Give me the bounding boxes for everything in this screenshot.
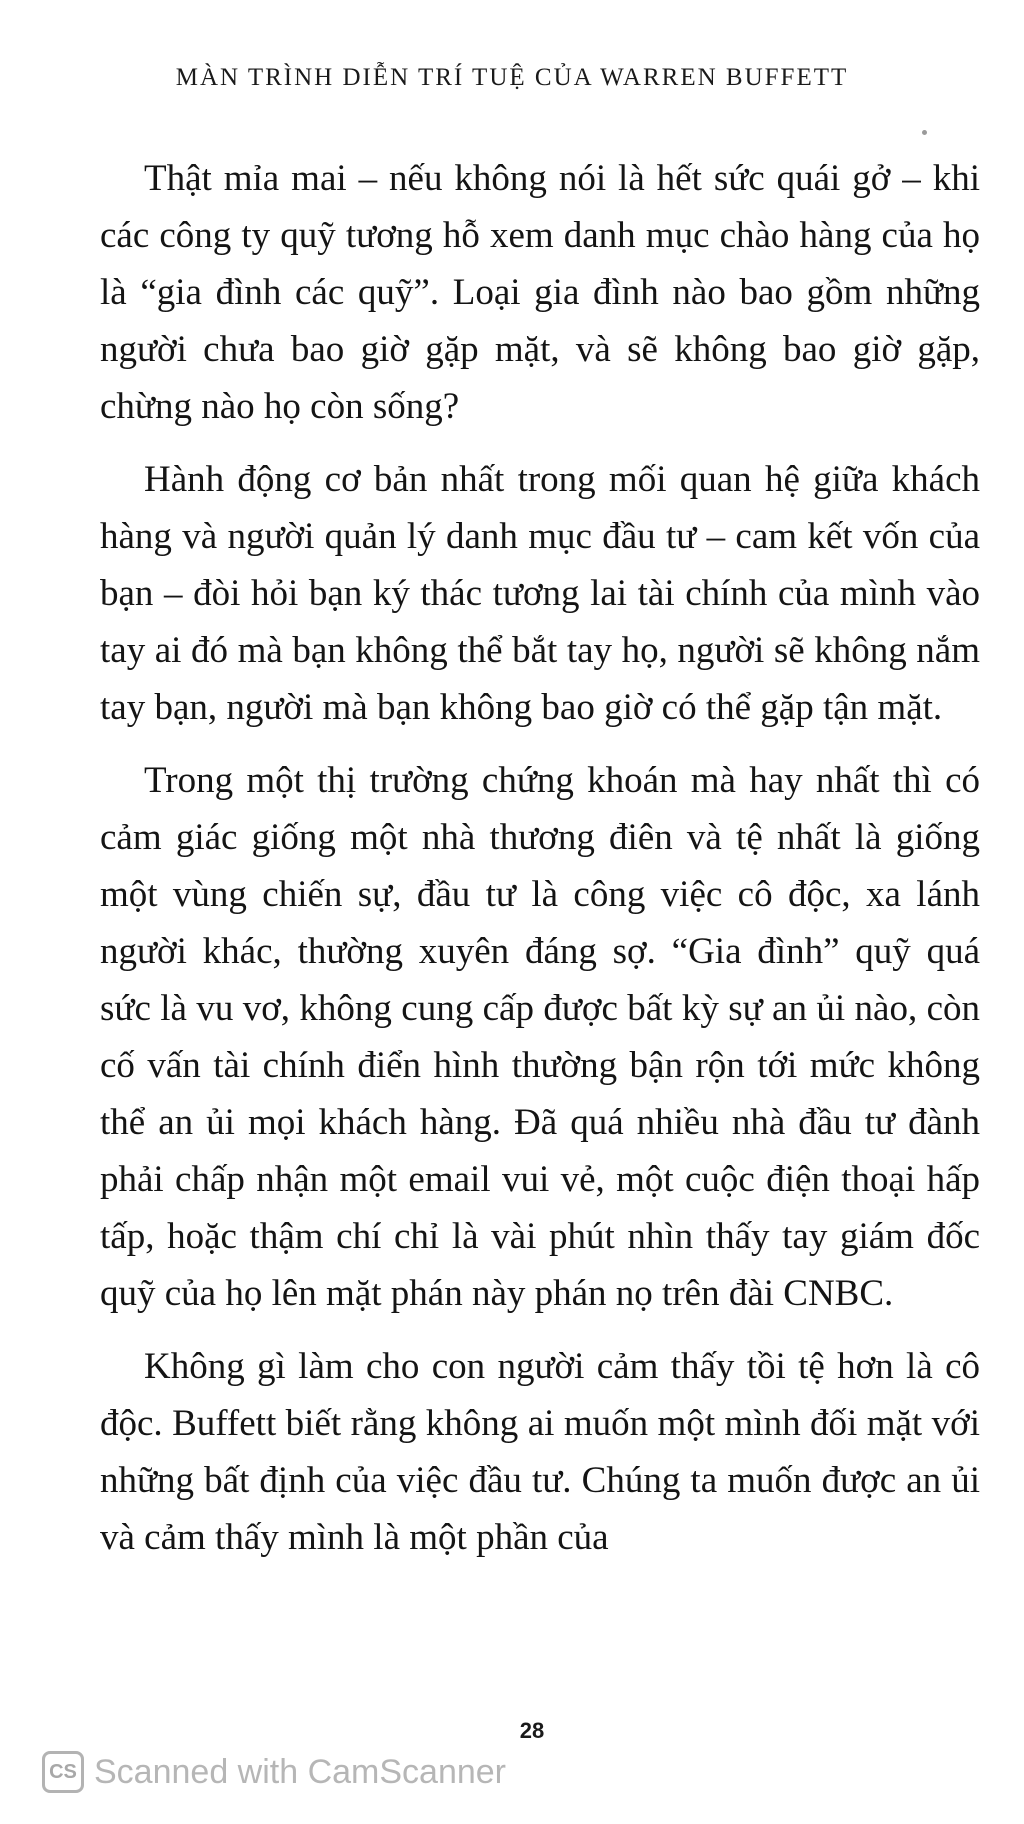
camscanner-watermark — [42, 1747, 506, 1797]
paragraph-2: Hành động cơ bản nhất trong mối quan hệ giữa khách hàng và người quản lý danh mục đầu tư – cam kết vốn của bạn – đòi hỏi bạn ký thác tương lai tài chính của mình vào tay ai đó mà bạn không thể bắt tay họ, người sẽ không nắm tay bạn, người mà bạn không bao giờ có thể gặp tận mặt. — [100, 459, 980, 728]
paragraph-3: Trong một thị trường chứng khoán mà hay nhất thì có cảm giác giống một nhà thương điên và tệ nhất là giống một vùng chiến sự, đầu tư là công việc cô độc, xa lánh người khác, thường xuyên đáng sợ. “Gia đình” quỹ quá sức là vu vơ, không cung cấp được bất kỳ sự an ủi nào, còn cố vấn tài chính điển hình thường bận rộn tới mức không thể an ủi mọi khách hàng. Đã quá nhiều nhà đầu tư đành phải chấp nhận một email vui vẻ, một cuộc điện thoại hấp tấp, hoặc thậm chí chỉ là vài phút nhìn thấy tay giám đốc quỹ của họ lên mặt phán này phán nọ trên đài CNBC. — [100, 760, 980, 1314]
camscanner-logo-icon: CS — [42, 1751, 84, 1793]
paragraph-1: Thật mỉa mai – nếu không nói là hết sức quái gở – khi các công ty quỹ tương hỗ xem danh mục chào hàng của họ là “gia đình các quỹ”. Loại gia đình nào bao gồm những người chưa bao giờ gặp mặt, và sẽ không bao giờ gặp, chừng nào họ còn sống? — [100, 158, 980, 427]
scan-speck — [922, 130, 927, 135]
running-head-title: MÀN TRÌNH DIỄN TRÍ TUỆ CỦA WARREN BUFFETT — [175, 64, 849, 91]
watermark-text: Scanned with CamScanner — [94, 1752, 507, 1791]
paragraph-4: Không gì làm cho con người cảm thấy tồi tệ hơn là cô độc. Buffett biết rằng không ai muốn một mình đối mặt với những bất định của việc đầu tư. Chúng ta muốn được an ủi và cảm thấy mình là một phần của — [100, 1346, 980, 1558]
page-number: 28 — [519, 1718, 545, 1743]
body-text — [100, 150, 980, 1582]
